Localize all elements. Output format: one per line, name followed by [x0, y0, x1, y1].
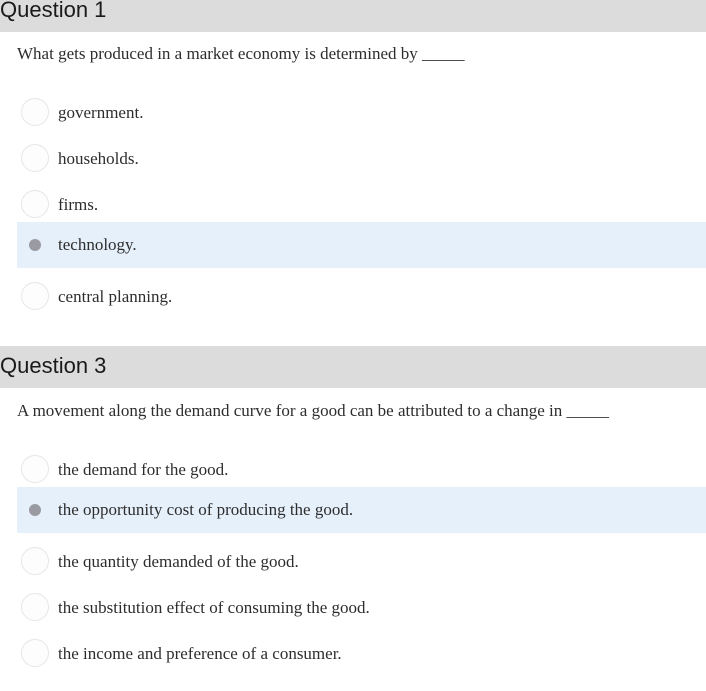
radio-button[interactable]: [21, 98, 49, 126]
question-3-header: [0, 346, 706, 388]
option-label: government.: [58, 103, 144, 122]
option-label: the demand for the good.: [58, 460, 229, 479]
question-3-option-2[interactable]: [17, 487, 706, 533]
radio-button[interactable]: [21, 496, 49, 524]
question-1-option-4[interactable]: [17, 222, 706, 268]
question-1-option-2[interactable]: [17, 136, 706, 182]
question-3-option-4[interactable]: [17, 585, 706, 631]
option-label: the income and preference of a consumer.: [58, 644, 342, 663]
question-1-header: [0, 0, 706, 32]
question-1: [0, 0, 706, 306]
question-3-title: Question 3: [0, 353, 107, 378]
question-1-option-5[interactable]: [17, 274, 706, 320]
question-3-text: A movement along the demand curve for a good can be attributed to a change in _____: [17, 401, 609, 420]
radio-button[interactable]: [21, 593, 49, 621]
option-label: central planning.: [58, 287, 173, 306]
question-3: [0, 346, 706, 663]
radio-button[interactable]: [21, 639, 49, 667]
radio-button[interactable]: [21, 231, 49, 259]
option-label: the quantity demanded of the good.: [58, 552, 299, 571]
question-1-title: Question 1: [0, 0, 107, 22]
radio-button[interactable]: [21, 282, 49, 310]
radio-button[interactable]: [21, 455, 49, 483]
radio-button[interactable]: [21, 190, 49, 218]
option-label: firms.: [58, 195, 99, 214]
radio-button[interactable]: [21, 144, 49, 172]
question-1-text: What gets produced in a market economy is determined by _____: [17, 44, 465, 63]
option-label: the substitution effect of consuming the good.: [58, 598, 370, 617]
radio-dot-icon: [29, 239, 41, 251]
question-3-option-5[interactable]: [17, 631, 706, 677]
question-1-option-1[interactable]: [17, 90, 706, 136]
question-3-option-3[interactable]: [17, 539, 706, 585]
radio-button[interactable]: [21, 547, 49, 575]
option-label: the opportunity cost of producing the good.: [58, 500, 354, 519]
radio-dot-icon: [29, 504, 41, 516]
option-label: technology.: [58, 235, 137, 254]
option-label: households.: [58, 149, 139, 168]
